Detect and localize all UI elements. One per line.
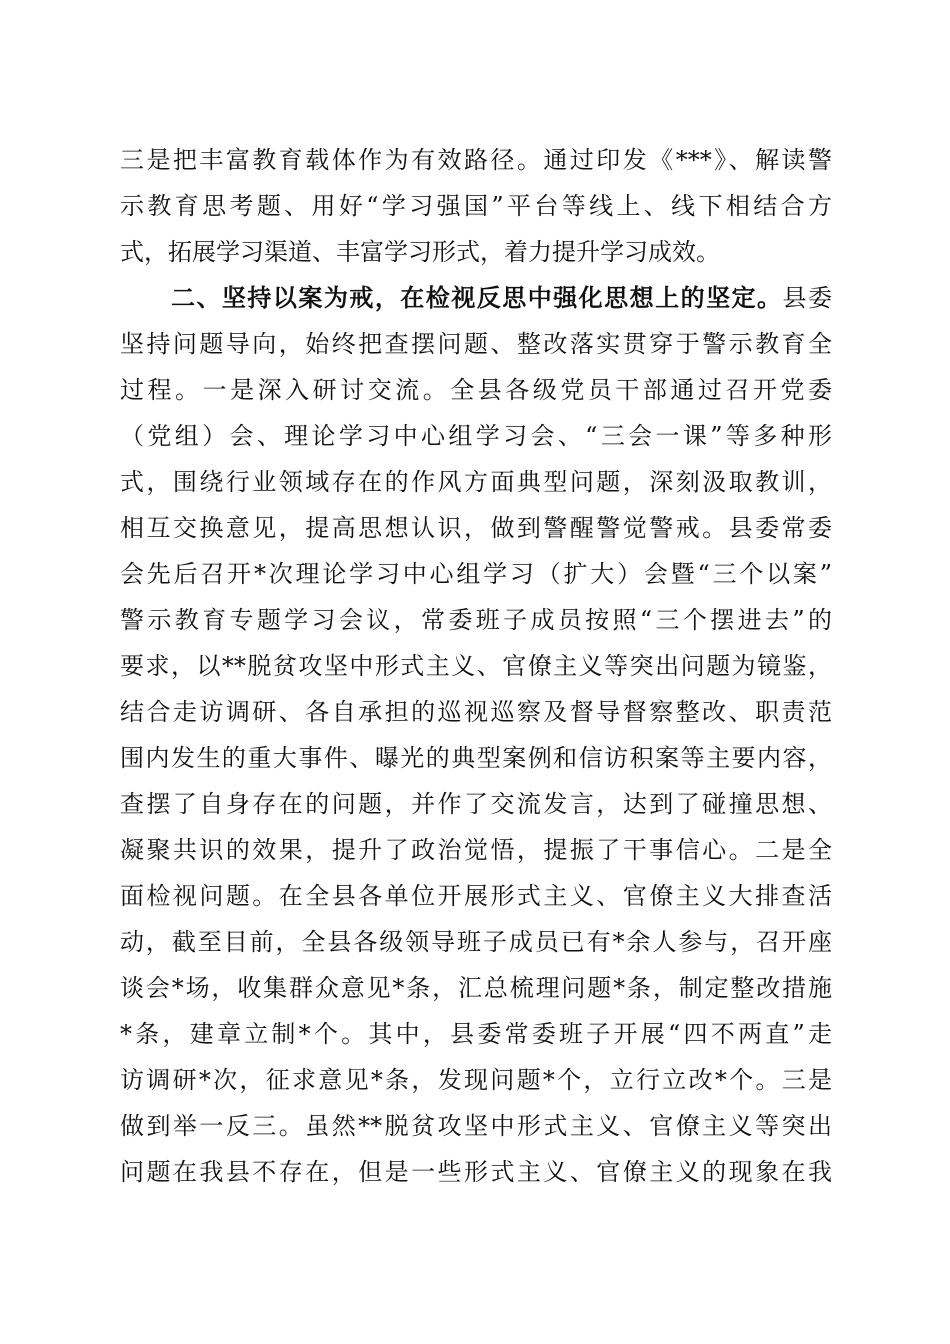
paragraph-2-line: 访调研*次，征求意见*条，发现问题*个，立行立改*个。三是 [120,1066,832,1094]
paragraph-1-line: 式，拓展学习渠道、丰富学习形式，着力提升学习成效。 [120,238,720,266]
paragraph-2-line: 查摆了自身存在的问题，并作了交流发言，达到了碰撞思想、 [120,790,832,818]
paragraph-2-line: 要求，以**脱贫攻坚中形式主义、官僚主义等突出问题为镜鉴， [120,652,832,680]
paragraph-1-line: 三是把丰富教育载体作为有效路径。通过印发《***》、解读警 [120,146,832,174]
paragraph-2-line: 会先后召开*次理论学习中心组学习（扩大）会暨“三个以案” [120,560,832,588]
paragraph-2-line: （党组）会、理论学习中心组学习会、“三会一课”等多种形 [120,422,832,450]
paragraph-2-line: 动，截至目前，全县各级领导班子成员已有*余人参与，召开座 [120,928,832,956]
paragraph-2-line: 结合走访调研、各自承担的巡视巡察及督导督察整改、职责范 [120,698,832,726]
paragraph-2-line: 问题在我县不存在，但是一些形式主义、官僚主义的现象在我 [120,1158,832,1186]
paragraph-2-line: 谈会*场，收集群众意见*条，汇总梳理问题*条，制定整改措施 [120,974,832,1002]
paragraph-2-line: 围内发生的重大事件、曝光的典型案例和信访积案等主要内容， [120,744,832,772]
paragraph-2-line: 做到举一反三。虽然**脱贫攻坚中形式主义、官僚主义等突出 [120,1112,832,1140]
paragraph-2-line: 警示教育专题学习会议，常委班子成员按照“三个摆进去”的 [120,606,832,634]
paragraph-2-line: 面检视问题。在全县各单位开展形式主义、官僚主义大排查活 [120,882,832,910]
paragraph-2 [120,275,832,1195]
section-heading: 二、坚持以案为戒，在检视反思中强化思想上的坚定。 [170,284,783,312]
paragraph-2-line: 凝聚共识的效果，提升了政治觉悟，提振了干事信心。二是全 [120,836,832,864]
paragraph-2-first-line [120,275,832,321]
paragraph-1-line: 示教育思考题、用好“学习强国”平台等线上、线下相结合方 [120,192,832,220]
heading-line-rest: 县委 [782,284,833,312]
paragraph-2-line: 式，围绕行业领域存在的作风方面典型问题，深刻汲取教训， [120,468,832,496]
paragraph-2-line: 过程。一是深入研讨交流。全县各级党员干部通过召开党委 [120,376,832,404]
paragraph-2-line: 相互交换意见，提高思想认识，做到警醒警觉警戒。县委常委 [120,514,832,542]
paragraph-2-line: *条，建章立制*个。其中，县委常委班子开展“四不两直”走 [120,1020,832,1048]
paragraph-2-line: 坚持问题导向，始终把查摆问题、整改落实贯穿于警示教育全 [120,330,832,358]
paragraph-1 [120,137,832,275]
